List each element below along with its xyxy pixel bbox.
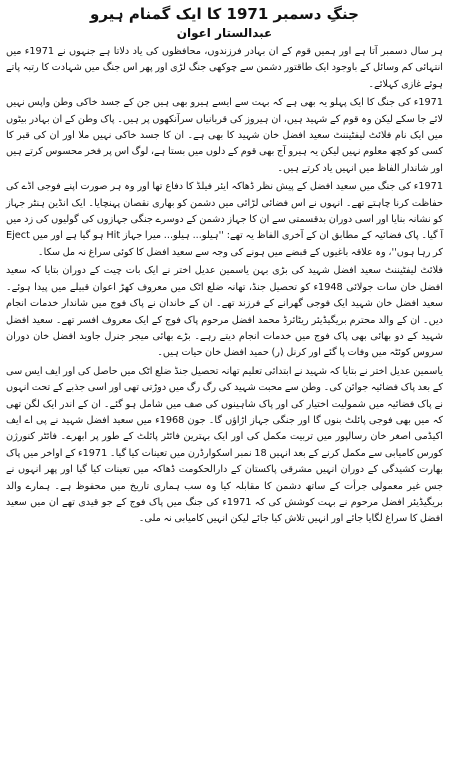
article-author: عبدالستار اعوان <box>176 26 273 40</box>
article-paragraph-2: 1971ء کی جنگ کا ایک پہلو یہ بھی ہے کہ بہت سے ایسے ہیرو بھی ہیں جن کے جسد خاکی وطن واپس نہیں لائے جا سکے لیکن وہ قوم کے شہید ہیں، ان ہیروز کی قربانیاں سرآنکھوں پر ہیں۔ پاک وطن کے ان بہادر بیٹوں میں ایک نام فلائٹ لیفٹیننٹ سعید افضل خان شہید کا بھی ہے۔ ان کا جسد خاکی نہیں ملا اور ان کی قبر کا کسی کو کچھ معلوم نہیں لیکن یہ ہیرو آج بھی قوم کے دلوں میں بستا ہے، لوگ اس پر فخر محسوس کرتے ہیں اور شاندار الفاظ میں انہیں یاد کرتے ہیں۔ <box>6 97 443 174</box>
article-paragraph-3: 1971ء کی جنگ میں سعید افضل کے پیش نظر ڈھاکہ ایئر فیلڈ کا دفاع تھا اور وہ ہر صورت اپنے فوجی اڈے کی حفاظت کرنا چاہتے تھے۔ انہوں نے اس فضائی لڑائی میں دشمن کو بھاری نقصان پہنچایا۔ ایک انڈین ہنٹر جہاز کو نشانہ بنایا اور اسی دوران بدقسمتی سے ان کا جہاز دشمن کے دوسرے جنگی جہازوں کی گولیوں کی زد میں آ گیا۔ پاک فضائیہ کے مطابق ان کے آخری الفاظ یہ تھے: ''ہیلو... ہیلو... میرا جہاز Hit ہو گیا ہے اور میں Eject کر رہا ہوں''، وہ علاقہ باغیوں کے قبضے میں ہونے کی وجہ سے سعید افضل کا کوئی سراغ نہ مل سکا۔ <box>6 181 444 258</box>
article-paragraph-5: یاسمین عدیل اختر نے بتایا کہ شہید نے ابتدائی تعلیم تھانہ تحصیل جنڈ ضلع اٹک میں حاصل کی اور ایف ایس سی کے بعد پاک فضائیہ جوائن کی۔ وطن سے محبت شہید کی رگ رگ میں دوڑتی تھی اور اسی جذبے کے تحت انہوں نے پاک فضائیہ میں شمولیت اختیار کی اور پاک شاہینوں کی صف میں شامل ہو گئے۔ ان کے اندر ایک لگن تھی کہ میں بھی فوجی پائلٹ بنوں گا اور جنگی جہاز اڑاؤں گا۔ جون 1968ء میں سعید افضل شہید نے پی اے ایف اکیڈمی اصغر خان رسالپور میں تربیت مکمل کی اور ایک بہترین فائٹر پائلٹ کے طور پر ابھرے۔ فائٹر کنورژن کورس کامیابی سے مکمل کرنے کے بعد انہیں 18 نمبر اسکوارڈرن میں تعینات کیا گیا۔ 1971ء کے اواخر میں پاک بھارت کشیدگی کے دوران انہیں مشرقی پاکستان کے دارالحکومت ڈھاکہ میں تعینات کیا گیا اور پھر انہوں نے جس غیر معمولی جرأت کے ساتھ دشمن کا مقابلہ کیا وہ سب ہماری تاریخ میں محفوظ ہے۔ ہمارے والد بریگیڈیئر افضل مرحوم نے بہت کوشش کی کہ 1971ء کی جنگ میں پاک فوج کے جو قیدی تھے ان میں سعید افضل کا سراغ لگایا جائے اور انہیں تلاش کیا جائے لیکن انہیں کامیابی نہ ملی۔ <box>6 365 443 525</box>
article-paragraph-1: ہر سال دسمبر آتا ہے اور ہمیں قوم کے ان بہادر فرزندوں، محافظوں کی یاد دلاتا ہے جنہوں نے 1971ء میں انتہائی کم وسائل کے باوجود ایک طاقتور دشمن سے چوکھی جنگ لڑی اور پھر اس جنگ میں شہادت کا رتبہ پاتے ہوئے غازی کہلائے۔ <box>6 46 443 90</box>
article-title: جنگِ دسمبر 1971 کا ایک گمنام ہیرو <box>90 5 359 23</box>
article-paragraph-4: فلائٹ لیفٹیننٹ سعید افضل شہید کی بڑی بہن یاسمین عدیل اختر نے ایک بات چیت کے دوران بتایا کہ سعید افضل خان سات جولائی 1948ء کو تحصیل جنڈ، تھانہ ضلع اٹک میں معروف کھڑ اعوان قبیلے میں پیدا ہوئے۔ سعید افضل خان شہید ایک فوجی گھرانے کے فرزند تھے۔ ان کے خاندان نے پاک فوج میں شاندار خدمات انجام دیں۔ ان کے والد محترم بریگیڈیئر ریٹائرڈ محمد افضل مرحوم پاک فوج کے ایک معروف افسر تھے۔ سعید افضل شہید کے دو بھائی بھی پاک فوج میں خدمات انجام دیتے رہے۔ بڑے بھائی میجر جنرل جاوید افضل خان دوران سروس کوئٹہ میں وفات پا گئے اور کرنل (ر) حمید افضل خان حیات ہیں۔ <box>6 265 443 359</box>
